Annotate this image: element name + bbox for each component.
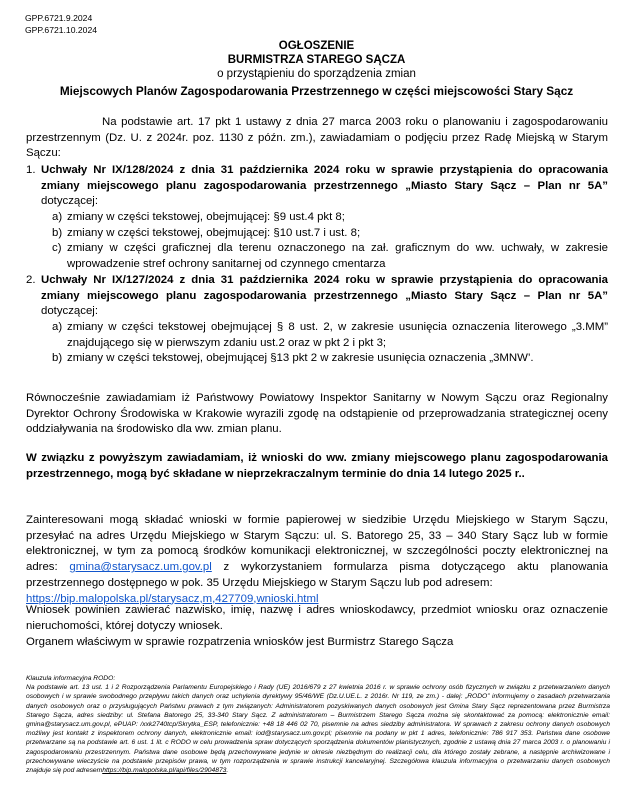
subitem-label: a): [52, 321, 63, 333]
announcement-authority: BURMISTRZA STAREGO SĄCZA: [227, 54, 406, 66]
authority-paragraph: Organem właściwym w sprawie rozpatrzenia wniosków jest Burmistrz Starego Sącza: [26, 636, 454, 648]
submission-paragraph: [26, 513, 608, 607]
resolution-text: [41, 163, 608, 210]
deadline-paragraph: W związku z powyższym zawiadamiam, iż wnioski do ww. zmiany miejscowego planu zagospodarowania przestrzennego, mogą być składane w nieprzekraczalnym terminie do dnia 14 lutego 2025 r..: [26, 452, 608, 480]
rodo-clause: [26, 674, 610, 775]
subitem-text: zmiany w części graficznej dla terenu oznaczonego na zał. graficznym do ww. uchwały, w zakresie wprowadzenie stref ochrony sanitarnej od czynnego cmentarza: [67, 242, 608, 270]
intro-paragraph: Na podstawie art. 17 pkt 1 ustawy z dnia 27 marca 2003 roku o planowaniu i zagospodarowaniu przestrzennym (Dz. U. z 2024r. poz. 1130 z późn. zm.), zawiadamiam o podjęciu przez Radę Miejską w Starym Sączu:: [26, 116, 608, 160]
resolution-tail: dotyczącej:: [41, 305, 98, 318]
sanepid-paragraph: Równocześnie zawiadamiam iż Państwowy Powiatowy Inspektor Sanitarny w Nowym Sączu oraz Regionalny Dyrektor Ochrony Środowiska w Krakowie wyrazili zgodę na odstąpienie od przeprowadzania strategicznej oceny oddziaływania na środowisko dla ww. zmian planu.: [26, 392, 608, 436]
announcement-title: OGŁOSZENIE: [278, 40, 355, 52]
rodo-end: .: [226, 767, 229, 775]
case-reference: GPP.6721.10.2024: [25, 25, 97, 35]
subitem-label: c): [52, 242, 62, 254]
subitem-text: zmiany w części tekstowej obejmującej § 8 ust. 2, w zakresie usunięcia oznaczenia literowego „3.MM” znajdującego się w pierwszym zdaniu ust.2 oraz w pkt 2 i pkt 3;: [67, 321, 608, 349]
rodo-text: Na podstawie art. 13 ust. 1 i 2 Rozporządzenia Parlamentu Europejskiego i Rady (UE) 2016/679 z 27 kwietnia 2016 r. w sprawie ochrony osób fizycznych w związku z przetwarzaniem danych osobowych i w sprawie swobodnego przepływu takich danych oraz uchylenia dyrektywy 95/46/WE (Dz.U.UE.L. z 2016r. Nr 119, ze zm.) - dalej: „RODO” informujemy o zasadach przetwarzania danych osobowych oraz o przysługujących Państwu prawach z tym związanych: Administratorem pozyskiwanych danych osobowych jest Gmina Stary Sącz reprezentowana przez Burmistrza Starego Sącza, adres siedziby: ul. Stefana Batorego 25, 33-340 Stary Sącz. Z administratorem – Burmistrzem Starego Sącza można się skontaktować za pomocą: elektronicznie email: gmina@starysacz.um.gov.pl, ePUAP: /xxk2740tcp/Skrytka_ESP, telefonicznie: +48 18 446 02 70, pisemnie na adres siedziby administratora. W sprawach z zakresu ochrony danych osobowych możliwy jest kontakt z inspektorem ochrony danych, elektronicznie email: iod@starysacz.um.gov.pl; pisemnie na podany w pkt 1 adres, telefonicznie: 786 917 353. Państwa dane osobowe przetwarzane są na podstawie art. 6 ust. 1 lit. c RODO w celu prowadzenia spraw dotyczących sporządzenia dokumentów planistycznych, zgodnie z ustawą dnia 27 marca 2003 r. o planowaniu i zagospodarowaniu przestrzennym. Państwa dane osobowe będą przechowywane jedynie w okresie niezbędnym do realizacji celu, dla którego zostały zebrane, a następnie archiwizowane i przechowywane wieczyście na podstawie przepisów prawa, w tym rozporządzenia w sprawie instrukcji kancelaryjnej. Szczegółowa klauzula informacyjna o przetwarzaniu danych osobowych znajduje się pod adresem: [26, 684, 610, 775]
email-link[interactable]: gmina@starysacz.um.gov.pl: [69, 561, 212, 574]
subitem-label: b): [52, 352, 63, 364]
subitem-label: a): [52, 211, 63, 223]
bip-link[interactable]: https://bip.malopolska.pl/starysacz,m,427709,wnioski.html: [26, 592, 319, 605]
submission-text: z wykorzystaniem formularza pisma dotyczącego aktu planowania przestrzennego dostępnego w pok. 35 Urzędu Miejskiego w Starym Sączu lub pod adresem:: [26, 561, 608, 589]
contents-paragraph: Wniosek powinien zawierać nazwisko, imię, nazwę i adres wnioskodawcy, przedmiot wniosku oraz oznaczenie nieruchomości, której dotyczy wniosek.: [26, 604, 608, 632]
announcement-subtitle: o przystąpieniu do sporządzenia zmian: [217, 68, 416, 80]
case-reference: GPP.6721.9.2024: [25, 13, 93, 23]
resolution-number: 1.: [26, 164, 36, 176]
submission-text: Zainteresowani mogą składać wnioski w formie papierowej w siedzibie Urzędu Miejskiego w Starym Sączu, przesyłać na adres Urzędu Miejskiego w Starym Sączu: ul. S. Batorego 25, 33 – 340 Stary Sącz lub w formie elektronicznej, w tym za pomocą środków komunikacji elektronicznej, w szczególności poczty elektronicznej na adres:: [26, 514, 608, 574]
resolution-number: 2.: [26, 274, 36, 286]
resolution-tail: dotyczącej:: [41, 195, 98, 208]
subitem-text: zmiany w części tekstowej, obejmującej §13 pkt 2 w zakresie usunięcia oznaczenia „3MNW’.: [67, 352, 534, 364]
subitem-text: zmiany w części tekstowej, obejmującej: §10 ust.7 i ust. 8;: [67, 227, 361, 239]
resolution-title: Uchwały Nr IX/128/2024 z dnia 31 października 2024 roku w sprawie przystąpienia do opracowania zmiany miejscowego planu zagospodarowania przestrzennego „Miasto Stary Sącz – Plan nr 5A”: [41, 164, 608, 192]
subitem-label: b): [52, 227, 63, 239]
announcement-plans: Miejscowych Planów Zagospodarowania Przestrzennego w części miejscowości Stary Sącz: [59, 84, 574, 98]
rodo-title: Klauzula informacyjna RODO:: [26, 675, 116, 682]
resolution-text: [41, 273, 608, 320]
resolution-title: Uchwały Nr IX/127/2024 z dnia 31 października 2024 roku w sprawie przystąpienia do opracowania zmiany miejscowego planu zagospodarowania przestrzennego „Miasto Stary Sącz – Plan nr 5A”: [41, 274, 608, 302]
rodo-link[interactable]: https://bip.malopolska.pl/api/files/2904873: [102, 767, 227, 775]
subitem-text: zmiany w części tekstowej, obejmującej: §9 ust.4 pkt 8;: [67, 211, 345, 223]
